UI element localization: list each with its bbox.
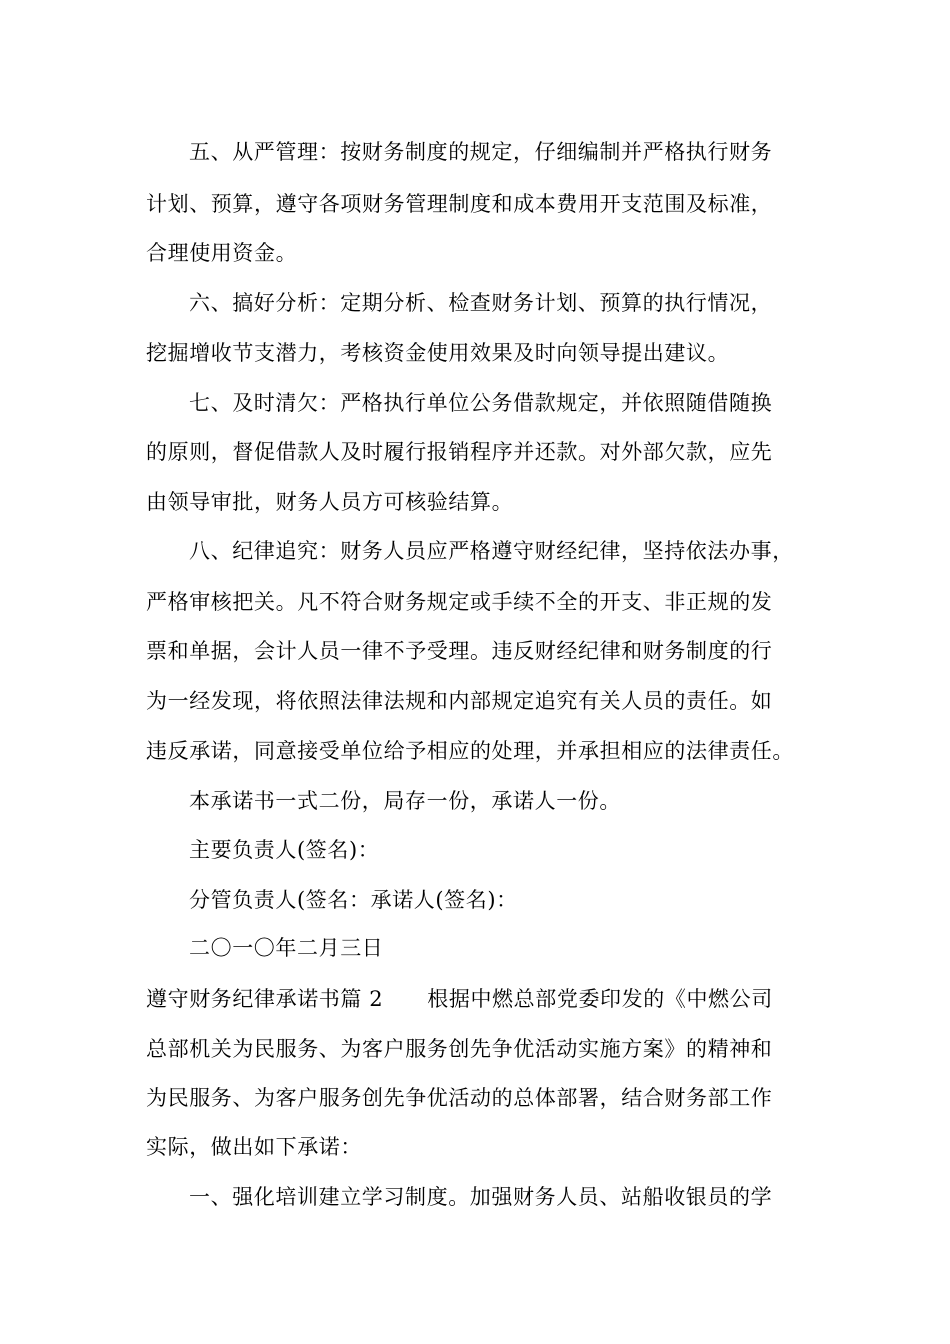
text-line (146, 985, 773, 1013)
text-line: 六、搞好分析：定期分析、检查财务计划、预算的执行情况， (189, 291, 773, 315)
text-line: 违反承诺，同意接受单位给予相应的处理，并承担相应的法律责任。 (146, 739, 794, 763)
text-line: 由领导审批，财务人员方可核验结算。 (146, 490, 514, 514)
text-line: 严格审核把关。凡不符合财务规定或手续不全的开支、非正规的发 (146, 590, 773, 614)
text-line: 分管负责人(签名：承诺人(签名)： (189, 888, 518, 912)
text-line: 本承诺书一式二份，局存一份，承诺人一份。 (189, 789, 621, 813)
text-line: 实际，做出如下承诺： (146, 1135, 362, 1159)
text-line: 五、从严管理：按财务制度的规定，仔细编制并严格执行财务 (189, 140, 773, 164)
text-line: 为一经发现，将依照法律法规和内部规定追究有关人员的责任。如 (146, 689, 773, 713)
text-line: 计划、预算，遵守各项财务管理制度和成本费用开支范围及标准， (146, 192, 773, 216)
text-line: 为民服务、为客户服务创先争优活动的总体部署，结合财务部工作 (146, 1086, 773, 1110)
text-line: 的原则，督促借款人及时履行报销程序并还款。对外部欠款，应先 (146, 440, 773, 464)
text-line: 挖掘增收节支潜力，考核资金使用效果及时向领导提出建议。 (146, 341, 730, 365)
text-line: 合理使用资金。 (146, 241, 298, 265)
text-line: 一、强化培训建立学习制度。加强财务人员、站船收银员的学 (189, 1185, 773, 1209)
text-line: 票和单据，会计人员一律不予受理。违反财经纪律和财务制度的行 (146, 639, 773, 663)
section-heading: 遵守财务纪律承诺书篇 2 (146, 987, 384, 1011)
text-line: 二〇一〇年二月三日 (189, 936, 384, 960)
text-line: 总部机关为民服务、为客户服务创先争优活动实施方案》的精神和 (146, 1037, 773, 1061)
text-line: 八、纪律追究：财务人员应严格遵守财经纪律，坚持依法办事， (189, 539, 794, 563)
text-line: 七、及时清欠：严格执行单位公务借款规定，并依照随借随换 (189, 391, 773, 415)
text-line: 主要负责人(签名)： (189, 838, 380, 862)
text-fragment: 根据中燃总部党委印发的《中燃公司 (427, 987, 773, 1011)
